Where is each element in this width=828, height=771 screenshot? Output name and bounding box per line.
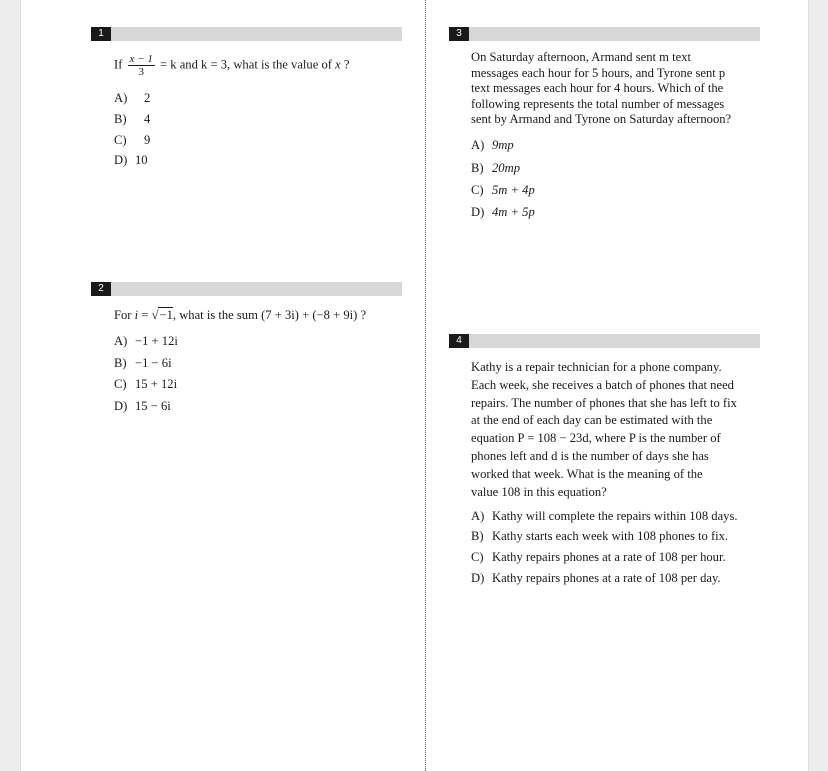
question-3-choice-c[interactable]: C) 5m + 4p bbox=[471, 183, 535, 197]
question-4-choice-c[interactable]: C) Kathy repairs phones at a rate of 108 per hour. bbox=[471, 550, 726, 564]
question-3-choice-b[interactable]: B) 20mp bbox=[471, 161, 520, 175]
question-4-number: 4 bbox=[449, 334, 469, 348]
fraction: $\frac{x - 1}{3}$ bbox=[129, 53, 153, 78]
question-2-number: 2 bbox=[91, 282, 111, 296]
question-1-choice-a[interactable]: A) 2 bbox=[114, 91, 151, 105]
question-1-number: 1 bbox=[91, 27, 111, 41]
question-1-choice-b[interactable]: B) 4 bbox=[114, 112, 151, 126]
question-4-choice-d[interactable]: D) Kathy repairs phones at a rate of 108 per day. bbox=[471, 571, 721, 585]
question-1-stem: If $\frac{x - 1}{3}$ = k and k = 3, what is the value of x ? bbox=[114, 53, 350, 78]
question-4-choice-b[interactable]: B) Kathy starts each week with 108 phones to fix. bbox=[471, 529, 729, 543]
question-3-header bbox=[449, 27, 760, 41]
question-2-choice-d[interactable]: D) 15 − 6i bbox=[114, 399, 171, 413]
question-1-header bbox=[91, 27, 402, 41]
question-3-stem: On Saturday afternoon, Armand sent m text messages each hour for 5 hours, and Tyrone sent p text messages each hour for 4 hours. Which of the following represents the total number of messages sent by Armand and Tyrone on Saturday afternoon? bbox=[471, 50, 732, 127]
question-4-choice-a[interactable]: A) Kathy will complete the repairs within 108 days. bbox=[471, 509, 738, 523]
question-2-choice-c[interactable]: C) 15 + 12i bbox=[114, 377, 178, 391]
question-3-choice-a[interactable]: A) 9mp bbox=[471, 138, 514, 152]
question-4-stem: Kathy is a repair technician for a phone company. Each week, she receives a batch of phones that need repairs. The number of phones that she has left to fix at the end of each day can be estimated with the equation P = 108 − 23d, where P is the number of phones left and d is the number of days she has worked that week. What is the meaning of the value 108 in this equation? bbox=[471, 360, 737, 499]
document-page bbox=[20, 0, 809, 771]
question-1-choice-c[interactable]: C) 9 bbox=[114, 133, 151, 147]
question-2-header bbox=[91, 282, 402, 296]
question-2-choice-a[interactable]: A) −1 + 12i bbox=[114, 334, 178, 348]
question-3-choice-d[interactable]: D) 4m + 5p bbox=[471, 205, 535, 219]
question-2-stem: For i = √−1, what is the sum (7 + 3i) + (−8 + 9i) ? bbox=[114, 308, 367, 322]
square-root: −1 bbox=[159, 308, 173, 322]
question-3-number: 3 bbox=[449, 27, 469, 41]
column-divider bbox=[425, 0, 426, 771]
question-1-choice-d[interactable]: D) 10 bbox=[114, 153, 148, 167]
question-4-header bbox=[449, 334, 760, 348]
question-2-choice-b[interactable]: B) −1 − 6i bbox=[114, 356, 172, 370]
